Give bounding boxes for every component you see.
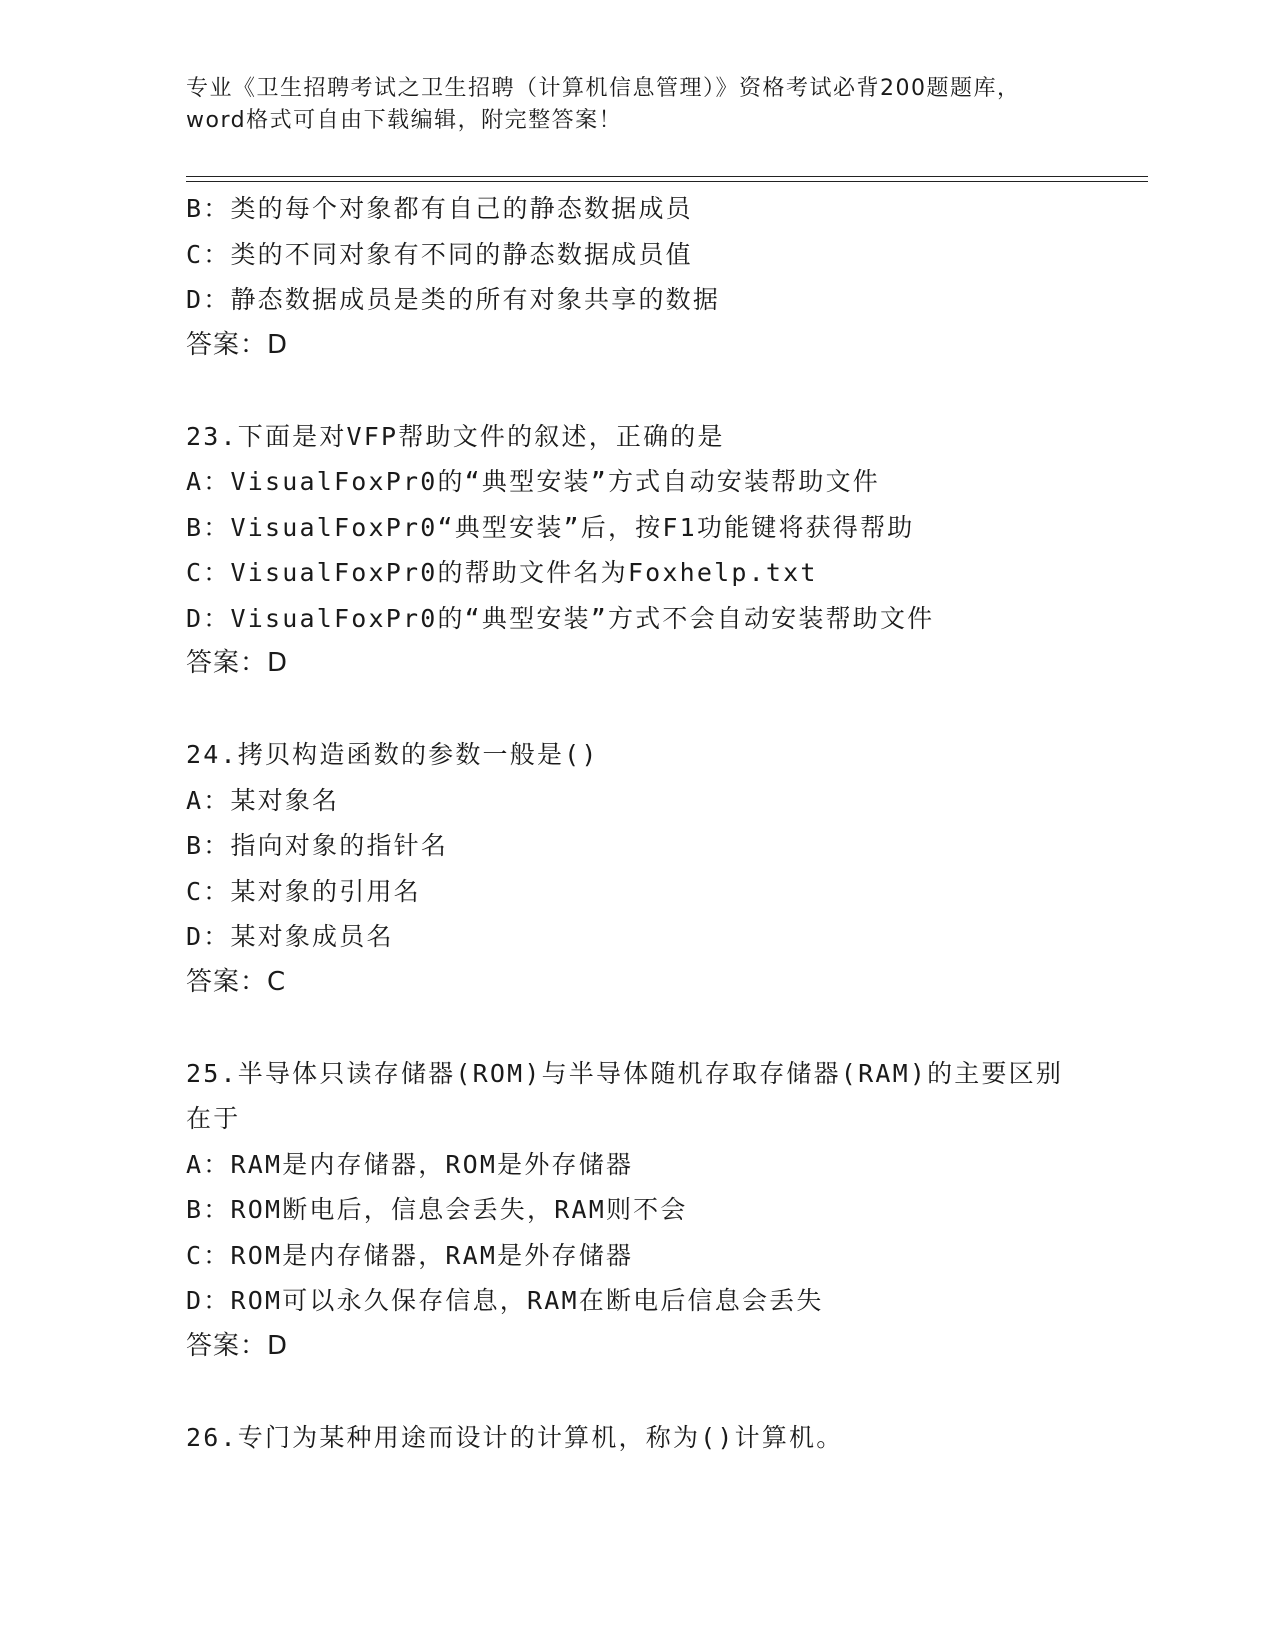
question-stem: 23.下面是对VFP帮助文件的叙述，正确的是 (186, 421, 725, 451)
question-24 (186, 732, 1086, 1005)
header-line-2: word格式可自由下载编辑，附完整答案！ (186, 108, 623, 133)
question-25 (186, 1051, 1086, 1370)
question-stem: 24.拷贝构造函数的参数一般是() (186, 740, 599, 769)
spacer (186, 1369, 1086, 1415)
spacer (186, 368, 1086, 414)
answer: 答案：C (186, 966, 287, 997)
option-a: A：VisualFoxPr0的“典型安装”方式自动安装帮助文件 (186, 467, 880, 496)
option-c: C：VisualFoxPr0的帮助文件名为Foxhelp.txt (186, 558, 818, 587)
question-22 (186, 186, 1086, 368)
option-c: C：ROM是内存储器，RAM是外存储器 (186, 1240, 634, 1270)
header-divider-bottom (186, 181, 1148, 182)
option-b: B：类的每个对象都有自己的静态数据成员 (186, 194, 693, 223)
question-list (186, 186, 1086, 1460)
option-d: D：静态数据成员是类的所有对象共享的数据 (186, 285, 721, 314)
option-d: D：ROM可以永久保存信息，RAM在断电后信息会丢失 (186, 1286, 824, 1315)
question-23 (186, 414, 1086, 687)
option-a: A：某对象名 (186, 785, 340, 815)
header-divider-top (186, 176, 1148, 177)
option-b: B：指向对象的指针名 (186, 831, 449, 860)
option-a: A：RAM是内存储器，ROM是外存储器 (186, 1149, 634, 1179)
header-line-1: 专业《卫生招聘考试之卫生招聘（计算机信息管理）》资格考试必背200题题库， (186, 76, 1021, 101)
question-26 (186, 1415, 1086, 1461)
answer: 答案：D (186, 1330, 289, 1361)
answer: 答案：D (186, 329, 289, 360)
question-stem: 26.专门为某种用途而设计的计算机，称为()计算机。 (186, 1422, 844, 1452)
spacer (186, 687, 1086, 733)
spacer (186, 1005, 1086, 1051)
option-d: D：VisualFoxPr0的“典型安装”方式不会自动安装帮助文件 (186, 603, 935, 633)
question-stem-line-1: 25.半导体只读存储器(ROM)与半导体随机存取存储器(RAM)的主要区别 (186, 1058, 1064, 1088)
option-d: D：某对象成员名 (186, 922, 394, 951)
option-c: C：类的不同对象有不同的静态数据成员值 (186, 239, 693, 269)
document-header (186, 73, 1086, 137)
option-b: B：ROM断电后，信息会丢失，RAM则不会 (186, 1195, 688, 1224)
question-stem-line-2: 在于 (186, 1104, 241, 1133)
answer: 答案：D (186, 648, 289, 678)
option-c: C：某对象的引用名 (186, 876, 421, 906)
option-b: B：VisualFoxPr0“典型安装”后，按F1功能键将获得帮助 (186, 512, 915, 542)
